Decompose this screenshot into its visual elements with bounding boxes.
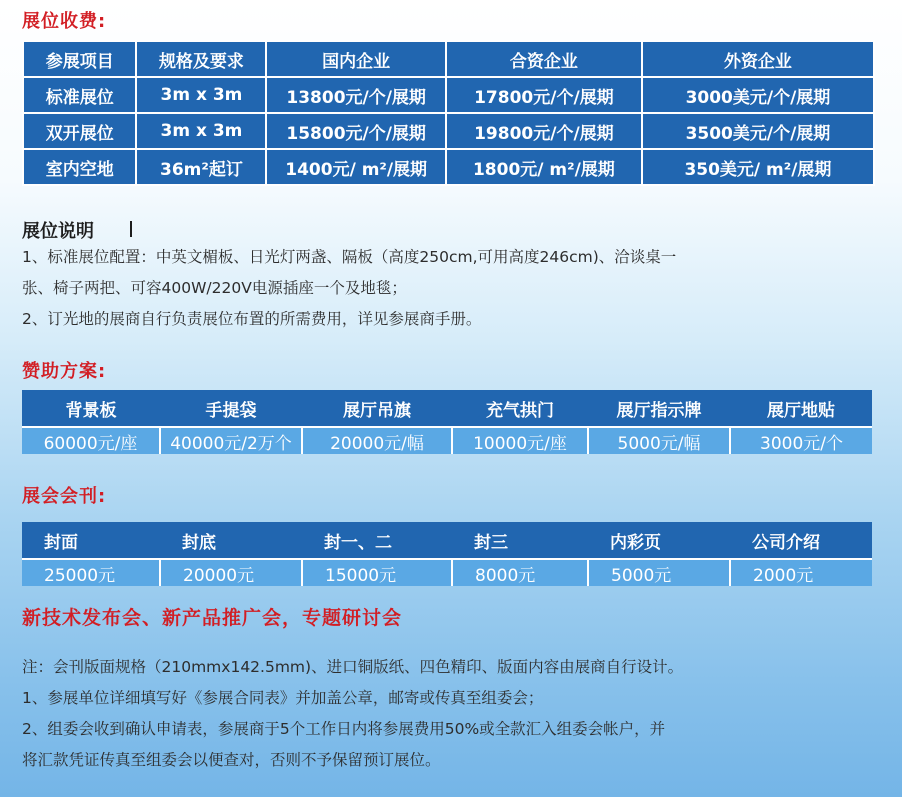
sponsor-label: 展厅地贴 <box>730 390 872 427</box>
fee-cell: 13800元/个/展期 <box>266 77 445 113</box>
sponsor-label: 展厅吊旗 <box>302 390 452 427</box>
fee-cell: 3500美元/个/展期 <box>642 113 874 149</box>
journal-label: 公司介绍 <box>730 522 872 559</box>
journal-header-row <box>22 522 872 559</box>
note-line: 1、参展单位详细填写好《参展合同表》并加盖公章，邮寄或传真至组委会； <box>22 689 544 707</box>
fees-heading: 展位收费: <box>22 11 107 32</box>
fee-cell: 标准展位 <box>23 77 136 113</box>
fee-cell: 3m x 3m <box>136 113 266 149</box>
note-line: 将汇款凭证传真至组委会以便查对，否则不予保留预订展位。 <box>22 751 441 769</box>
note-line: 1、标准展位配置：中英文楣板、日光灯两盏、隔板（高度250cm,可用高度246cm)、洽谈桌一 <box>22 248 677 266</box>
journal-price: 8000元 <box>452 559 588 586</box>
journal-price: 15000元 <box>302 559 452 586</box>
sponsor-label: 展厅指示牌 <box>588 390 730 427</box>
journal-price: 20000元 <box>160 559 302 586</box>
sponsorship-header-row <box>22 390 872 427</box>
fee-col-header: 参展项目 <box>23 41 136 77</box>
fee-col-header: 外资企业 <box>642 41 874 77</box>
sponsor-price: 40000元/2万个 <box>160 427 302 454</box>
booth-notes-text <box>22 242 884 335</box>
fee-cell: 19800元/个/展期 <box>446 113 642 149</box>
fee-table-header <box>23 41 874 77</box>
sponsorship-table <box>22 390 872 454</box>
fee-cell: 17800元/个/展期 <box>446 77 642 113</box>
sponsor-label: 背景板 <box>22 390 160 427</box>
fee-table <box>22 40 875 186</box>
sponsor-price: 10000元/座 <box>452 427 588 454</box>
journal-price-row <box>22 559 872 586</box>
journal-label: 封底 <box>160 522 302 559</box>
note-line: 2、组委会收到确认申请表，参展商于5个工作日内将参展费用50%或全款汇入组委会帐户，并 <box>22 720 666 738</box>
fee-cell: 3000美元/个/展期 <box>642 77 874 113</box>
fee-cell: 1400元/ m²/展期 <box>266 149 445 185</box>
journal-label: 封一、二 <box>302 522 452 559</box>
booth-notes-heading: 展位说明 <box>22 221 94 242</box>
events-heading: 新技术发布会、新产品推广会，专题研讨会 <box>22 607 403 629</box>
journal-heading: 展会会刊: <box>22 486 107 507</box>
fee-cell: 36m²起订 <box>136 149 266 185</box>
fee-col-header: 规格及要求 <box>136 41 266 77</box>
journal-label: 封三 <box>452 522 588 559</box>
note-line: 注：会刊版面规格（210mmx142.5mm)、进口铜版纸、四色精印、版面内容由展商自行设计。 <box>22 658 684 676</box>
sponsor-label: 手提袋 <box>160 390 302 427</box>
fee-col-header: 国内企业 <box>266 41 445 77</box>
table-row <box>23 77 874 113</box>
fee-cell: 3m x 3m <box>136 77 266 113</box>
fee-col-header: 合资企业 <box>446 41 642 77</box>
fee-cell: 双开展位 <box>23 113 136 149</box>
journal-label: 封面 <box>22 522 160 559</box>
sponsorship-price-row <box>22 427 872 454</box>
journal-table <box>22 522 872 586</box>
fee-cell: 350美元/ m²/展期 <box>642 149 874 185</box>
journal-price: 25000元 <box>22 559 160 586</box>
table-row <box>23 149 874 185</box>
sponsor-label: 充气拱门 <box>452 390 588 427</box>
fee-cell: 1800元/ m²/展期 <box>446 149 642 185</box>
sponsor-price: 5000元/幅 <box>588 427 730 454</box>
sponsor-price: 20000元/幅 <box>302 427 452 454</box>
footer-notes <box>22 652 884 776</box>
sponsor-price: 60000元/座 <box>22 427 160 454</box>
sponsorship-heading: 赞助方案: <box>22 361 107 382</box>
fee-cell: 15800元/个/展期 <box>266 113 445 149</box>
sponsor-price: 3000元/个 <box>730 427 872 454</box>
journal-label: 内彩页 <box>588 522 730 559</box>
table-row <box>23 113 874 149</box>
heading-divider <box>130 221 132 237</box>
note-line: 张、椅子两把、可容400W/220V电源插座一个及地毯； <box>22 279 407 297</box>
journal-price: 2000元 <box>730 559 872 586</box>
journal-price: 5000元 <box>588 559 730 586</box>
note-line: 2、订光地的展商自行负责展位布置的所需费用，详见参展商手册。 <box>22 310 482 328</box>
fee-cell: 室内空地 <box>23 149 136 185</box>
